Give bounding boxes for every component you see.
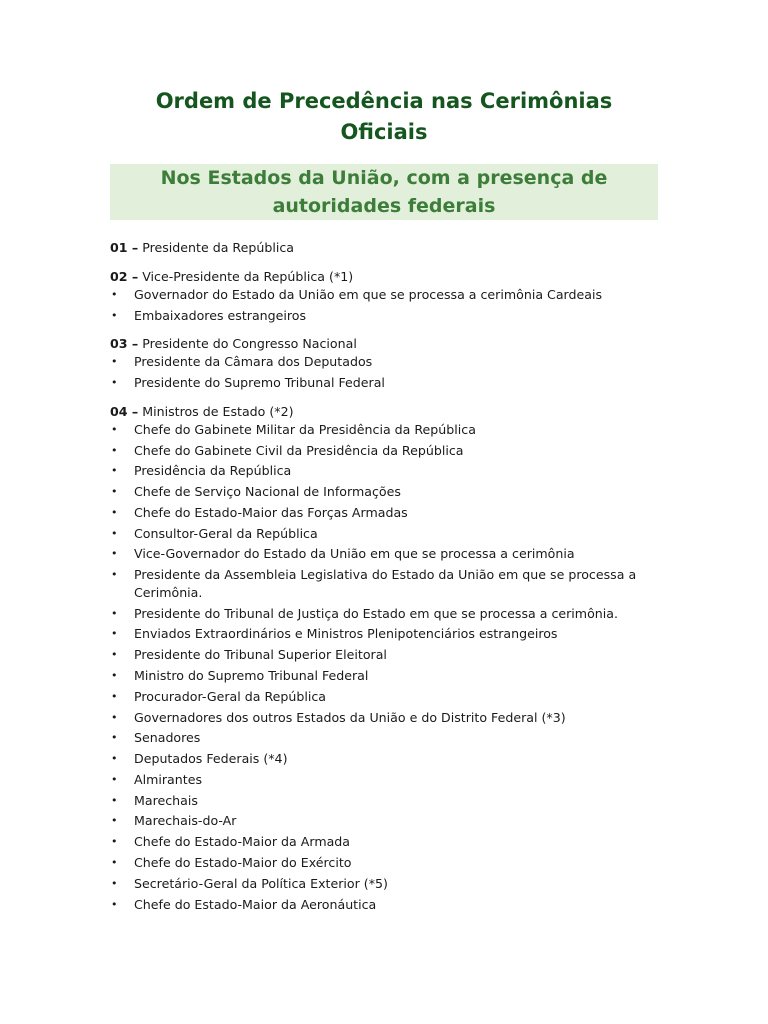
list-item-text: Almirantes <box>134 771 203 787</box>
list-item-text: Deputados Federais (*4) <box>134 751 288 767</box>
precedence-list <box>110 238 658 923</box>
bullet-icon: • <box>111 710 118 724</box>
bullet-icon: • <box>111 568 118 582</box>
list-item-text: Vice-Governador do Estado da União em que se processa a cerimônia <box>134 546 575 562</box>
list-item-text: Presidente da Câmara dos Deputados <box>134 354 373 370</box>
list-item <box>110 504 658 522</box>
group-heading <box>110 402 658 421</box>
group-heading <box>110 238 658 257</box>
section-subtitle: Nos Estados da União, com a presença de autoridades federais <box>110 164 658 220</box>
list-item-text: Enviados Extraordinários e Ministros Plenipotenciários estrangeiros <box>134 626 558 642</box>
bullet-icon: • <box>111 606 118 620</box>
list-item-text: Chefe do Gabinete Civil da Presidência da República <box>134 442 464 458</box>
list-item-text: Governadores dos outros Estados da União e do Distrito Federal (*3) <box>134 709 566 725</box>
list-item-text: Chefe do Estado-Maior do Exército <box>134 854 352 870</box>
list-item <box>110 854 658 872</box>
group-number: 01 – <box>110 240 139 255</box>
bullet-icon: • <box>111 814 118 828</box>
list-item <box>110 421 658 439</box>
group-items <box>110 421 658 913</box>
bullet-icon: • <box>111 505 118 519</box>
precedence-group <box>110 238 658 257</box>
bullet-icon: • <box>111 876 118 890</box>
list-item <box>110 545 658 563</box>
list-item-text: Chefe do Gabinete Militar da Presidência da República <box>134 421 476 437</box>
bullet-icon: • <box>111 772 118 786</box>
list-item-text: Procurador-Geral da República <box>134 688 327 704</box>
list-item <box>110 750 658 768</box>
list-item <box>110 442 658 460</box>
bullet-icon: • <box>111 668 118 682</box>
list-item-text: Presidência da República <box>134 463 292 479</box>
precedence-group <box>110 334 658 391</box>
list-item <box>110 792 658 810</box>
group-number: 02 – <box>110 269 139 284</box>
list-item <box>110 605 658 623</box>
group-heading <box>110 267 658 286</box>
list-item <box>110 625 658 643</box>
bullet-icon: • <box>111 464 118 478</box>
bullet-icon: • <box>111 731 118 745</box>
list-item-text: Governador do Estado da União em que se processa a cerimônia Cardeais <box>134 287 603 302</box>
list-item-text: Chefe do Estado-Maior da Armada <box>134 834 351 850</box>
list-item-text: Chefe do Estado-Maior das Forças Armadas <box>134 504 408 520</box>
bullet-icon: • <box>111 443 118 457</box>
list-item-text: Presidente do Tribunal Superior Eleitoral <box>134 647 387 663</box>
bullet-icon: • <box>111 752 118 766</box>
document-title: Ordem de Precedência nas Cerimônias Oficiais <box>155 89 613 144</box>
list-item-text: Ministro do Supremo Tribunal Federal <box>134 667 369 683</box>
list-item <box>110 896 658 914</box>
bullet-icon: • <box>111 793 118 807</box>
bullet-icon: • <box>111 648 118 662</box>
list-item <box>110 374 658 392</box>
list-item <box>110 353 658 371</box>
list-item <box>110 462 658 480</box>
precedence-group <box>110 267 658 324</box>
group-items <box>110 286 658 324</box>
list-item <box>110 646 658 664</box>
bullet-icon: • <box>111 288 118 301</box>
list-item <box>110 709 658 727</box>
list-item-text: Chefe de Serviço Nacional de Informações <box>134 484 401 500</box>
group-title: Ministros de Estado (*2) <box>138 403 294 419</box>
group-title: Vice-Presidente da República (*1) <box>138 269 354 284</box>
bullet-icon: • <box>111 376 118 390</box>
group-number: 04 – <box>110 403 139 419</box>
group-heading <box>110 334 658 353</box>
bullet-icon: • <box>111 689 118 703</box>
list-item <box>110 667 658 685</box>
group-number: 03 – <box>110 336 139 352</box>
bullet-icon: • <box>111 855 118 869</box>
list-item-text: Chefe do Estado-Maior da Aeronáutica <box>134 896 377 912</box>
bullet-icon: • <box>111 526 118 540</box>
bullet-icon: • <box>111 485 118 499</box>
bullet-icon: • <box>111 547 118 561</box>
list-item <box>110 812 658 830</box>
list-item-text: Presidente da Assembleia Legislativa do Estado da União em que se processa a Cerimônia. <box>134 567 637 600</box>
list-item-text: Consultor-Geral da República <box>134 525 318 541</box>
group-items <box>110 353 658 391</box>
list-item <box>110 525 658 543</box>
bullet-icon: • <box>111 897 118 911</box>
bullet-icon: • <box>111 835 118 849</box>
list-item <box>110 729 658 747</box>
list-item-text: Presidente do Supremo Tribunal Federal <box>134 375 385 391</box>
group-title: Presidente da República <box>138 240 294 255</box>
list-item <box>110 771 658 789</box>
list-item-text: Secretário-Geral da Política Exterior (*5) <box>134 875 388 891</box>
group-title: Presidente do Congresso Nacional <box>138 336 357 352</box>
bullet-icon: • <box>111 422 118 436</box>
bullet-icon: • <box>111 355 118 369</box>
list-item <box>110 307 658 325</box>
list-item-text: Presidente do Tribunal de Justiça do Estado em que se processa a cerimônia. <box>134 605 618 621</box>
list-item-text: Marechais <box>134 792 198 808</box>
list-item-text: Senadores <box>134 730 201 746</box>
bullet-icon: • <box>111 627 118 641</box>
list-item-text: Marechais-do-Ar <box>134 813 237 829</box>
precedence-group <box>110 402 658 913</box>
list-item <box>110 875 658 893</box>
list-item <box>110 483 658 501</box>
list-item <box>110 688 658 706</box>
list-item-text: Embaixadores estrangeiros <box>134 307 307 323</box>
list-item <box>110 833 658 851</box>
list-item <box>110 286 658 304</box>
bullet-icon: • <box>111 308 118 322</box>
list-item <box>110 566 658 601</box>
